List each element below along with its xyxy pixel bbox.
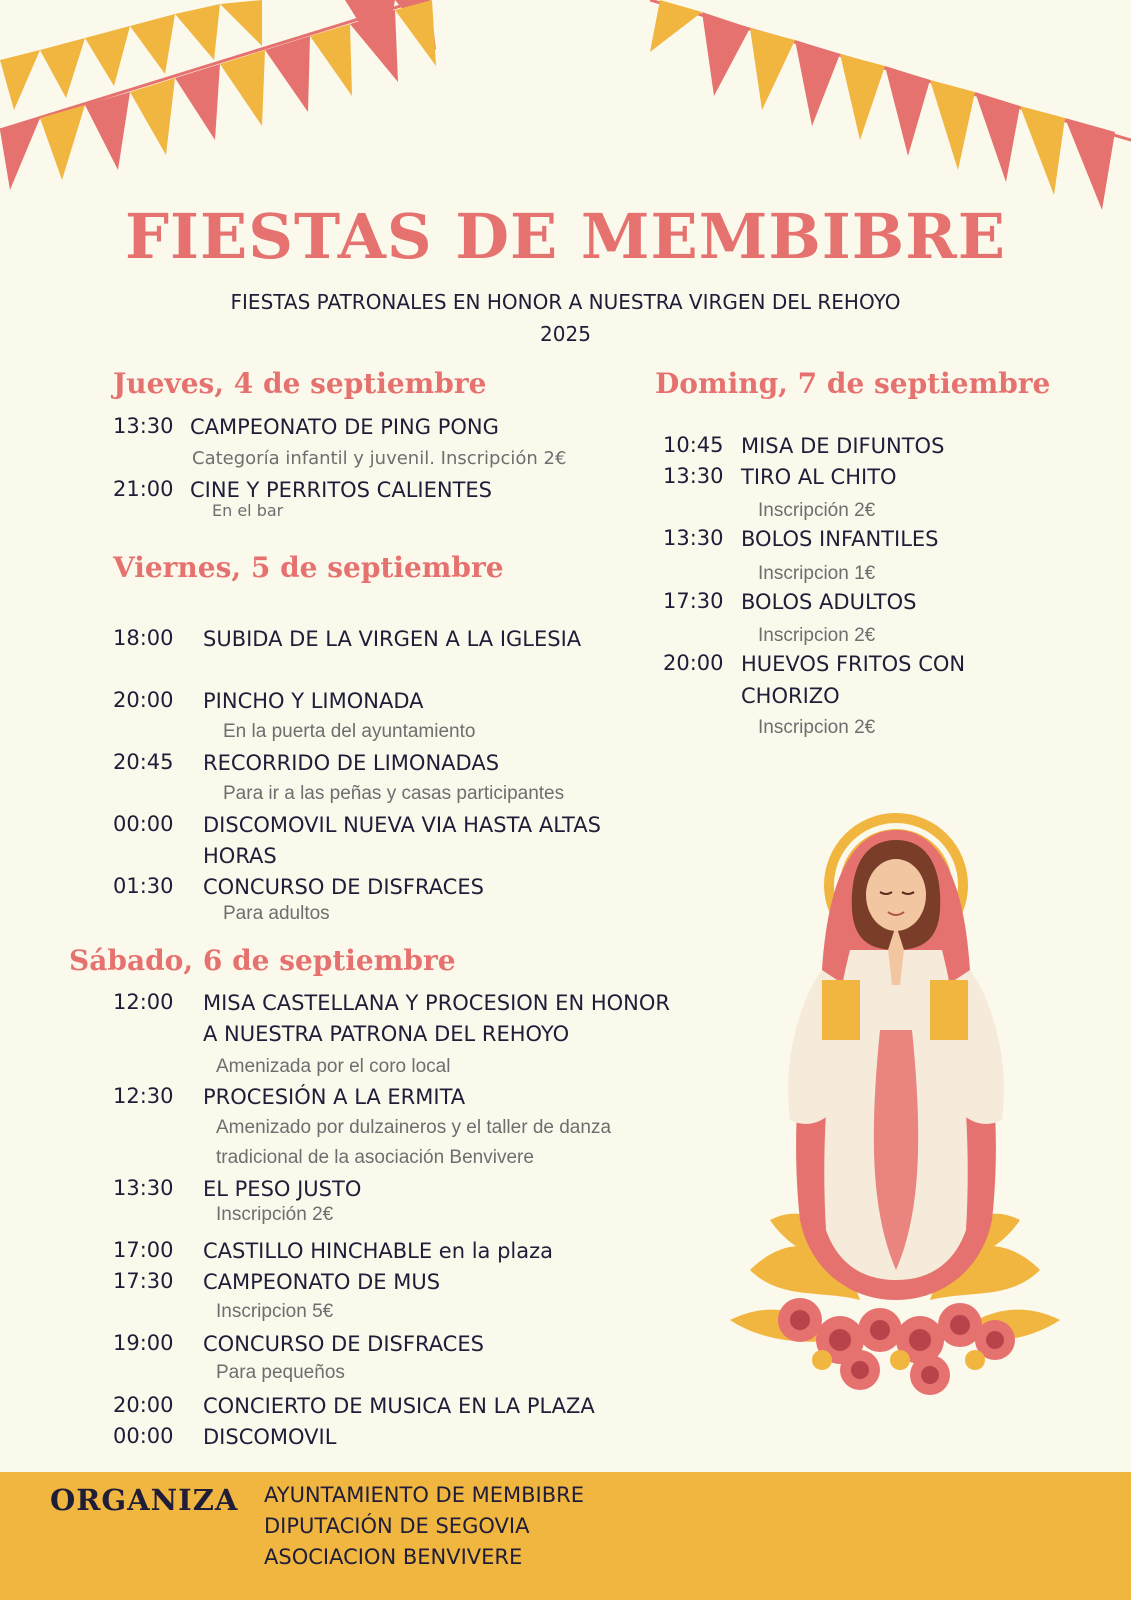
event-note-continued: tradicional de la asociación Benvivere	[216, 1147, 534, 1168]
event-title: EL PESO JUSTO	[203, 1177, 362, 1201]
event-time: 13:30	[113, 414, 174, 438]
event-title: RECORRIDO DE LIMONADAS	[203, 751, 500, 775]
event-title: PINCHO Y LIMONADA	[203, 689, 424, 713]
event-title: MISA DE DIFUNTOS	[741, 434, 945, 458]
event-note: Amenizada por el coro local	[216, 1056, 451, 1077]
event-note: Inscripcion 2€	[758, 717, 876, 738]
event-title: CASTILLO HINCHABLE en la plaza	[203, 1239, 554, 1263]
event-title: HUEVOS FRITOS CON	[741, 652, 966, 676]
event-time: 10:45	[663, 433, 724, 457]
event-title: CAMPEONATO DE MUS	[203, 1270, 441, 1294]
page-title: FIESTAS DE MEMBIBRE	[125, 200, 1006, 273]
event-note: Inscripcion 5€	[216, 1301, 334, 1322]
event-title: BOLOS INFANTILES	[741, 527, 939, 551]
event-time: 01:30	[113, 874, 174, 898]
event-note: En la puerta del ayuntamiento	[223, 721, 476, 742]
event-time: 13:30	[113, 1176, 174, 1200]
event-time: 00:00	[113, 812, 174, 836]
event-time: 21:00	[113, 477, 174, 501]
organizer-line: DIPUTACIÓN DE SEGOVIA	[264, 1514, 530, 1538]
event-time: 13:30	[663, 464, 724, 488]
event-title: CONCIERTO DE MUSICA EN LA PLAZA	[203, 1394, 595, 1418]
event-time: 19:00	[113, 1331, 174, 1355]
event-time: 17:30	[113, 1269, 174, 1293]
event-time: 18:00	[113, 626, 174, 650]
event-title-continued: CHORIZO	[741, 684, 840, 708]
event-title: BOLOS ADULTOS	[741, 590, 917, 614]
organizer-line: AYUNTAMIENTO DE MEMBIBRE	[264, 1483, 585, 1507]
event-title: SUBIDA DE LA VIRGEN A LA IGLESIA	[203, 627, 582, 651]
event-time: 17:00	[113, 1238, 174, 1262]
event-title: CINE Y PERRITOS CALIENTES	[190, 478, 493, 502]
day-heading-sabado: Sábado, 6 de septiembre	[69, 944, 456, 977]
event-note: En el bar	[212, 501, 284, 520]
event-note: Para ir a las peñas y casas participantes	[223, 783, 565, 804]
event-title: MISA CASTELLANA Y PROCESION EN HONOR	[203, 991, 670, 1015]
event-time: 20:00	[113, 688, 174, 712]
event-note: Para pequeños	[216, 1362, 345, 1383]
event-note: Amenizado por dulzaineros y el taller de danza	[216, 1117, 612, 1138]
organizer-line: ASOCIACION BENVIVERE	[264, 1545, 523, 1569]
organiza-label: ORGANIZA	[50, 1483, 239, 1517]
event-title: TIRO AL CHITO	[741, 465, 897, 489]
virgin-mary-illustration-icon	[730, 800, 1060, 1420]
bunting-left-icon	[0, 0, 440, 200]
event-note: Inscripción 2€	[216, 1204, 334, 1225]
event-title: DISCOMOVIL NUEVA VIA HASTA ALTAS	[203, 813, 601, 837]
day-heading-domingo: Doming, 7 de septiembre	[655, 367, 1051, 400]
event-time: 12:00	[113, 990, 174, 1014]
event-note: Inscripcion 2€	[758, 625, 876, 646]
event-title-continued: A NUESTRA PATRONA DEL REHOYO	[203, 1022, 570, 1046]
event-title: DISCOMOVIL	[203, 1425, 337, 1449]
event-note: Categoría infantil y juvenil. Inscripción 2€	[192, 448, 567, 469]
page-subtitle: FIESTAS PATRONALES EN HONOR A NUESTRA VIRGEN DEL REHOYO	[230, 290, 901, 314]
day-heading-viernes: Viernes, 5 de septiembre	[113, 551, 504, 584]
event-title: PROCESIÓN A LA ERMITA	[203, 1085, 466, 1109]
page-year: 2025	[540, 322, 591, 346]
bunting-right-icon	[650, 0, 1131, 215]
event-time: 00:00	[113, 1424, 174, 1448]
event-title-continued: HORAS	[203, 844, 277, 868]
event-time: 20:45	[113, 750, 174, 774]
event-time: 12:30	[113, 1084, 174, 1108]
event-time: 20:00	[663, 651, 724, 675]
event-note: Inscripción 2€	[758, 500, 876, 521]
event-title: CAMPEONATO DE PING PONG	[190, 415, 499, 439]
event-time: 17:30	[663, 589, 724, 613]
event-time: 20:00	[113, 1393, 174, 1417]
event-note: Inscripcion 1€	[758, 563, 876, 584]
day-heading-jueves: Jueves, 4 de septiembre	[113, 367, 487, 400]
event-time: 13:30	[663, 526, 724, 550]
event-title: CONCURSO DE DISFRACES	[203, 1332, 484, 1356]
event-title: CONCURSO DE DISFRACES	[203, 875, 484, 899]
event-note: Para adultos	[223, 903, 330, 924]
